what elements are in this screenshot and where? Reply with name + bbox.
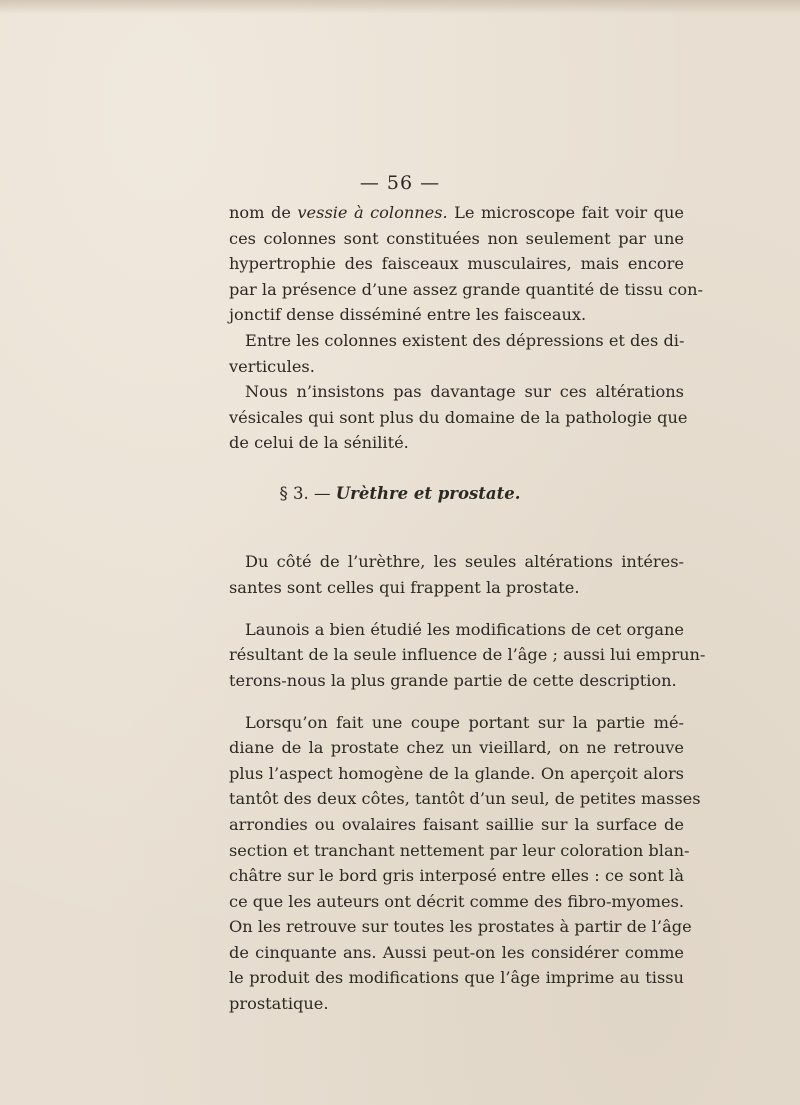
- paragraph: [229, 617, 706, 694]
- text-block-top: [229, 200, 703, 456]
- text-line: ce que les auteurs ont décrit comme des fibro-myomes.: [229, 891, 685, 911]
- text-line: plus l’aspect homogène de la glande. On aperçoit alors: [229, 763, 684, 783]
- page-number: — 56 —: [359, 172, 441, 194]
- text-line: de cinquante ans. Aussi peut-on les considérer comme: [229, 942, 684, 962]
- text-line: tantôt des deux côtes, tantôt d’un seul, de petites masses: [229, 789, 701, 809]
- text-line: arrondies ou ovalaires faisant saillie sur la surface de: [229, 814, 684, 834]
- text-line: terons-nous la plus grande partie de cette description.: [229, 670, 677, 690]
- text-line: le produit des modifications que l’âge imprime au tissu: [229, 968, 684, 988]
- paragraph: [229, 328, 684, 379]
- section-title: Urèthre et prostate.: [335, 484, 521, 503]
- text-line: nom de vessie à colonnes. Le microscope fait voir que: [229, 203, 684, 222]
- text-line: Lorsqu’on fait une coupe portant sur la partie mé-: [245, 712, 684, 732]
- text-line: verticules.: [229, 356, 315, 376]
- text-line: Launois a bien étudié les modifications de cet organe: [245, 619, 684, 639]
- text-line: On les retrouve sur toutes les prostates à partir de l’âge: [229, 917, 692, 937]
- text-line: résultant de la seule influence de l’âge ; aussi lui emprun-: [229, 645, 706, 665]
- text-line: ces colonnes sont constituées non seulement par une: [229, 228, 684, 248]
- paragraph: [229, 710, 701, 1017]
- paragraph: [229, 379, 688, 456]
- text-line: jonctif dense disséminé entre les faisceaux.: [229, 305, 587, 325]
- text-line: Entre les colonnes existent des dépressions et des di-: [245, 330, 685, 350]
- text-block-bottom: [229, 533, 706, 1033]
- text-line: Nous n’insistons pas davantage sur ces altérations: [245, 382, 684, 402]
- section-number: § 3. —: [279, 484, 331, 503]
- text-line: santes sont celles qui frappent la prostate.: [229, 577, 580, 597]
- text-line: par la présence d’une assez grande quantité de tissu con-: [229, 279, 703, 299]
- text-line: section et tranchant nettement par leur coloration blan-: [229, 840, 690, 860]
- paragraph: [229, 200, 703, 328]
- text-line: prostatique.: [229, 994, 329, 1014]
- text-line: châtre sur le bord gris interposé entre elles : ce sont là: [229, 866, 684, 886]
- section-heading: [0, 484, 800, 503]
- text-line: hypertrophie des faisceaux musculaires, mais encore: [229, 254, 684, 274]
- text-line: diane de la prostate chez un vieillard, on ne retrouve: [229, 738, 684, 758]
- text-line: Du côté de l’urèthre, les seules altérations intéres-: [245, 552, 684, 572]
- paragraph: [229, 549, 684, 600]
- text-line: de celui de la sénilité.: [229, 433, 409, 453]
- emphasis: vessie à colonnes.: [297, 203, 448, 222]
- text-line: vésicales qui sont plus du domaine de la pathologie que: [229, 407, 688, 427]
